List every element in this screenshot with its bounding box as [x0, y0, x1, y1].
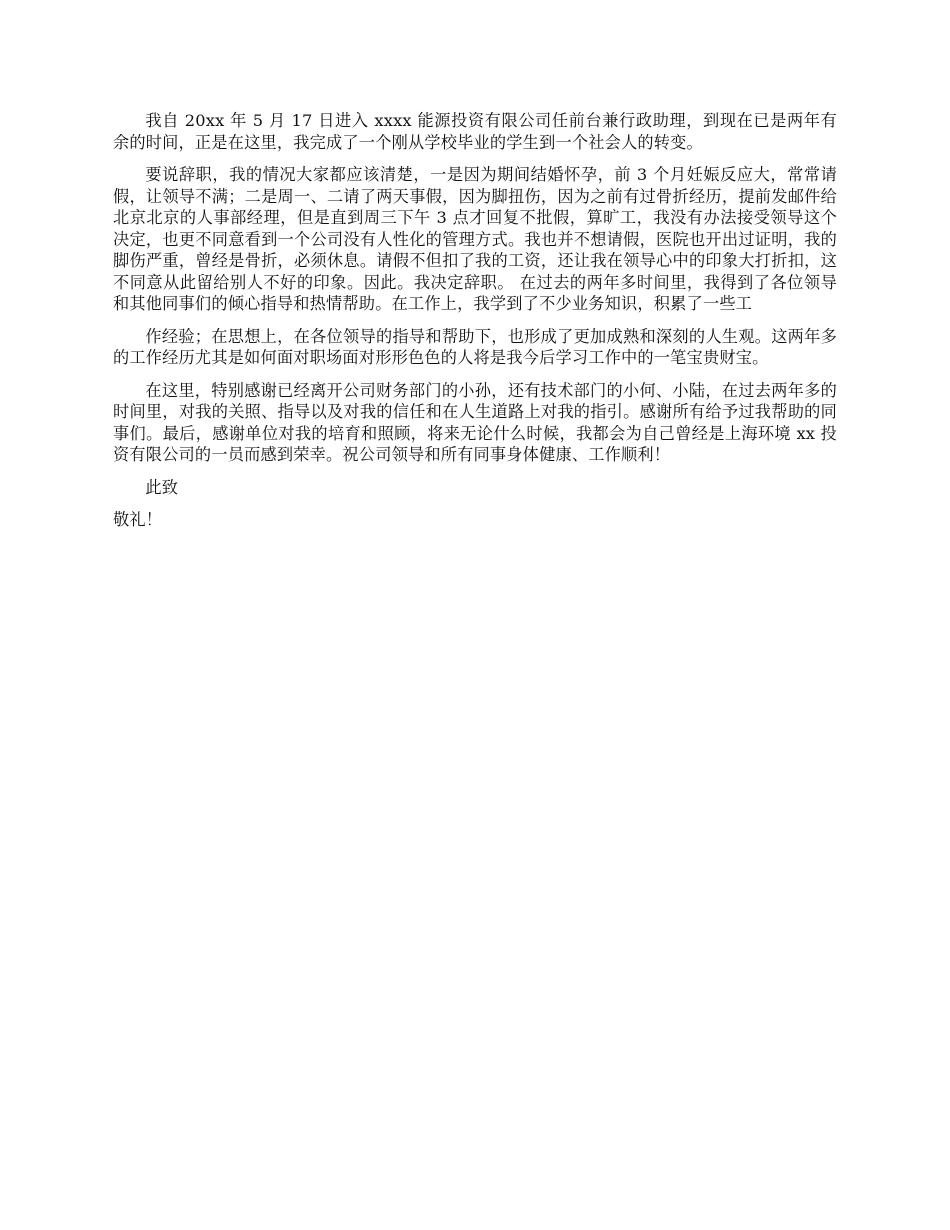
salute-text: 敬礼！ [113, 510, 163, 529]
paragraph-reason: 要说辞职，我的情况大家都应该清楚，一是因为期间结婚怀孕，前 3 个月妊娠反应大，常常请假，让领导不满；二是周一、二请了两天事假，因为脚扭伤，因为之前有过骨折经历，提前发邮件给北京北京的人事部经理，但是直到周三下午 3 点才回复不批假，算旷工，我没有办法接受领导这个决定，也更不同意看到一个公司没有人性化的管理方式。我也并不想请假，医院也开出过证明，我的脚伤严重，曾经是骨折，必须休息。请假不但扣了我的工资，还让我在领导心中的印象大打折扣，这不同意从此留给别人不好的印象。因此。我决定辞职。 在过去的两年多时间里，我得到了各位领导和其他同事们的倾心指导和热情帮助。在工作上，我学到了不少业务知识，积累了一些工 [113, 165, 837, 313]
paragraph-experience: 作经验；在思想上，在各位领导的指导和帮助下，也形成了更加成熟和深刻的人生观。这两年多的工作经历尤其是如何面对职场面对形形色色的人将是我今后学习工作中的一笔宝贵财宝。 [113, 326, 837, 367]
paragraph-thanks: 在这里，特别感谢已经离开公司财务部门的小孙，还有技术部门的小何、小陆，在过去两年多的时间里，对我的关照、指导以及对我的信任和在人生道路上对我的指引。感谢所有给予过我帮助的同事们。最后，感谢单位对我的培育和照顾，将来无论什么时候，我都会为自己曾经是上海环境 xx 投资有限公司的一员而感到荣幸。祝公司领导和所有同事身体健康、工作顺利！ [113, 380, 837, 464]
paragraph-intro: 我自 20xx 年 5 月 17 日进入 xxxx 能源投资有限公司任前台兼行政助理，到现在已是两年有余的时间，正是在这里，我完成了一个刚从学校毕业的学生到一个社会人的转变。 [113, 111, 837, 152]
document-page [113, 110, 837, 542]
closing-text: 此致 [145, 477, 179, 497]
